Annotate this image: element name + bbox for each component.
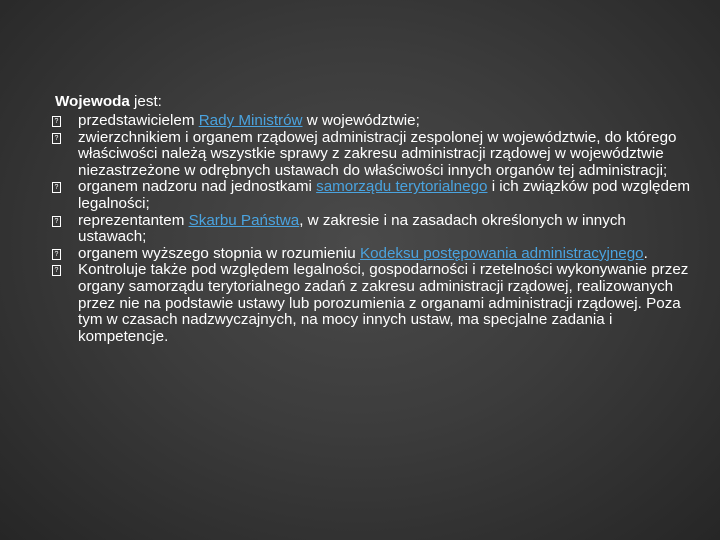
item-link[interactable]: samorządu terytorialnego — [316, 178, 488, 196]
bullet-icon: ? — [52, 182, 61, 193]
item-text: , w zakresie i na zasadach określonych w innych ustawach; — [78, 211, 626, 246]
list-item — [52, 179, 692, 212]
list-item — [52, 213, 692, 246]
intro-lead: Wojewoda — [55, 93, 130, 110]
item-text: reprezentantem — [78, 211, 189, 229]
list-item — [52, 113, 692, 130]
item-link[interactable]: Rady Ministrów — [198, 112, 303, 129]
item-link[interactable]: Kodeksu postępowania administracyjnego — [359, 244, 644, 262]
list-item — [52, 246, 692, 263]
bullet-icon: ? — [52, 265, 61, 276]
item-text: w województwie; — [302, 112, 420, 129]
intro-rest: jest: — [129, 93, 162, 110]
item-text: zwierzchnikiem i organem rządowej administracji zespolonej w województwie, do którego właściwości należą wszystkie sprawy z zakresu administracji rządowej w województwie niezastrzeżone w odrębnych ustawach do właściwości innych organów tej administracji; — [78, 128, 677, 179]
list-item — [52, 130, 692, 180]
bullet-icon: ? — [52, 249, 61, 260]
bullet-icon: ? — [52, 116, 61, 127]
bullet-list — [52, 113, 692, 345]
bullet-icon: ? — [52, 216, 61, 227]
item-text: organem nadzoru nad jednostkami — [78, 178, 317, 196]
list-item — [52, 262, 692, 345]
item-text: organem wyższego stopnia w rozumieniu — [78, 244, 360, 262]
item-text: przedstawicielem — [78, 112, 199, 129]
item-link[interactable]: Skarbu Państwa — [188, 211, 300, 229]
slide-content — [52, 94, 692, 345]
item-text: Kontroluje także pod względem legalności, gospodarności i rzetelności wykonywanie przez organy samorządu terytorialnego zadań z zakresu administracji rządowej, realizowanych przez nie na podstawie ustawy lub porozumienia z organami administracji rządowej. Poza tym w czasach nadzwyczajnych, na mocy innych ustaw, ma specjalne zadania i kompetencje. — [78, 261, 689, 345]
item-text: i ich związków pod względem legalności; — [78, 178, 691, 212]
intro-line — [55, 94, 692, 113]
item-text: . — [643, 244, 648, 262]
bullet-icon: ? — [52, 133, 61, 144]
